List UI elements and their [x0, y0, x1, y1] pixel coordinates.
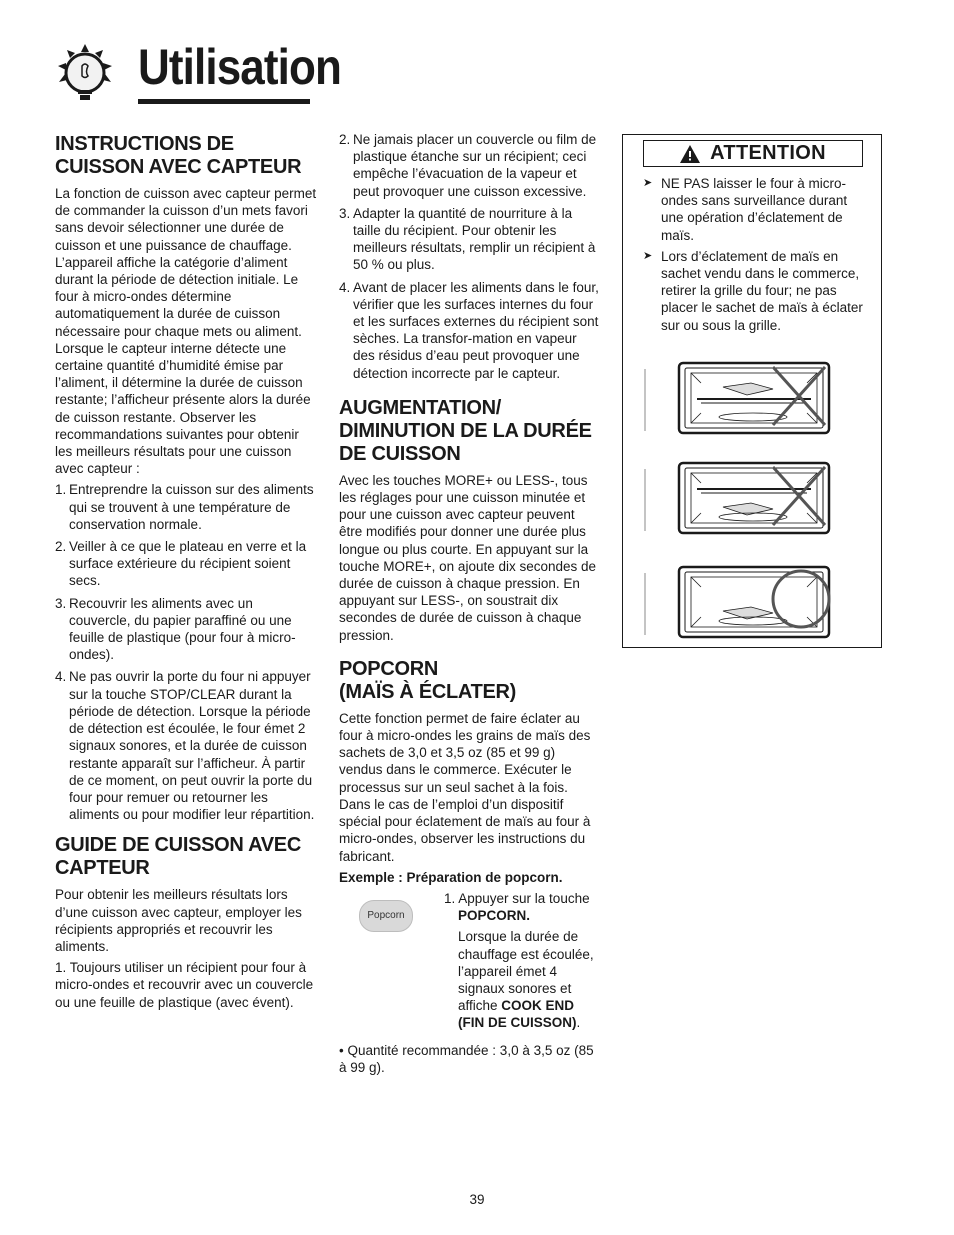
section-body-more-less: Avec les touches MORE+ ou LESS-, tous les réglages pour une cuisson minutée et pour une cuisson avec capteur peuvent être modifiés pour donner une durée plus longue ou plus courte. En appuyant sur la touche MORE+, on ajoute dix secondes de durée de cuisson à chaque pression. En appuyant sur LESS-, on soustrait dix secondes de durée de cuisson à chaque pression. — [339, 472, 597, 643]
list-item: 3. Adapter la quantité de nourriture à la taille du récipient. Pour obtenir les meilleurs résultats, remplir un récipient à 50 % ou plus. — [339, 205, 596, 273]
popcorn-key-illustration: Popcorn — [359, 900, 413, 932]
popcorn-quantity-note: • Quantité recommandée : 3,0 à 3,5 oz (85 à 99 g). — [339, 1042, 594, 1075]
title-underline — [138, 99, 310, 104]
sensor-tips-list — [55, 481, 317, 823]
section-body-sensor-guide: Pour obtenir les meilleurs résultats lors d’une cuisson avec capteur, employer les récipients appropriés et recouvrir les aliments. — [55, 887, 302, 954]
column-middle — [339, 131, 601, 1080]
attention-list — [643, 175, 873, 338]
section-title-sensor-guide: GUIDE DE CUISSON AVEC CAPTEUR — [55, 834, 301, 880]
sensor-guide-list — [339, 131, 601, 382]
section-title-sensor-cooking: INSTRUCTIONS DE CUISSON AVEC CAPTEUR — [55, 133, 302, 178]
section-title-more-less: AUGMENTATION/ DIMINUTION DE LA DURÉE DE CUISSON — [339, 396, 592, 465]
oven-bag-under-rack-incorrect-illustration — [643, 459, 833, 535]
page-title: Utilisation — [138, 39, 342, 95]
section-body-sensor-cooking: La fonction de cuisson avec capteur permet de commander la cuisson d’un mets favori sans devoir sélectionner une durée de cuisson et une puissance de chauffage. L’appareil affiche la catégorie d’aliment durant la période de détection initiale. Le four à micro-ondes détermine automatiquement la durée de cuisson nécessaire pour chaque mets ou aliment. Lorsque le capteur interne détecte une certaine quantité d’humidité émise par l’aliment, il détermine la durée de cuisson restante; l’afficheur présente alors la durée de cuisson restante. Observer les recommandations suivantes pour obtenir les meilleurs résultats pour une cuisson avec capteur : — [55, 186, 317, 477]
arrow-bullet-icon: ➤ — [643, 177, 653, 189]
list-item: ➤ Lors d’éclatement de maïs en sachet vendu dans le commerce, retirer la grille du four; ne pas placer le sachet de maïs à éclater sur ou sous la grille. — [643, 248, 863, 333]
list-item: 1. Entreprendre la cuisson sur des aliments qui se trouvent à une température de conservation normale. — [55, 482, 314, 532]
section-body-popcorn: Cette fonction permet de faire éclater au four à micro-ondes les grains de maïs des sachets de 3,0 et 3,5 oz (85 et 99 g) vendus dans le commerce. Exécuter le processus sur un seul sachet à la fois. Dans le cas de l’emploi d’un dispositif spécial pour éclatement de maïs au four à micro-ondes, observer les instructions du fabricant. — [339, 710, 591, 864]
list-item: 2. Veiller à ce que le plateau en verre et la surface extérieure du récipient soient secs. — [55, 539, 307, 589]
page-number: 39 — [469, 1192, 485, 1207]
section-title-popcorn: POPCORN (MAÏS À ÉCLATER) — [339, 657, 517, 703]
list-item: ➤ NE PAS laisser le four à micro-ondes sans surveillance durant une opération d’éclatement de maïs. — [643, 176, 848, 243]
popcorn-step-1: 1. Appuyer sur la touche POPCORN. Lorsque la durée de chauffage est écoulée, l’appareil émet 4 signaux sonores et affiche COOK END (FIN DE CUISSON). — [444, 890, 594, 1031]
arrow-bullet-icon: ➤ — [643, 249, 653, 262]
list-item: 4. Avant de placer les aliments dans le four, vérifier que les surfaces internes du four et les surfaces externes du récipient sont sèches. La transfor-mation en vapeur des résidus d’eau peut provoquer une détection incorrecte par le capteur. — [339, 279, 599, 381]
warning-triangle-icon — [680, 145, 700, 163]
popcorn-example-label: Exemple : Préparation de popcorn. — [339, 869, 563, 885]
attention-box — [622, 134, 882, 648]
attention-banner: ATTENTION — [643, 140, 863, 167]
oven-bag-on-rack-incorrect-illustration — [643, 359, 833, 435]
lightbulb-hint-icon — [56, 44, 114, 102]
popcorn-example — [339, 890, 601, 1032]
oven-bag-on-turntable-correct-illustration — [643, 563, 833, 639]
list-item: 3. Recouvrir les aliments avec un couvercle, du papier paraffiné ou une feuille de plastique (pour four à micro-ondes). — [55, 595, 296, 663]
list-item: 4. Ne pas ouvrir la porte du four ni appuyer sur la touche STOP/CLEAR durant la période de détection. Lorsque la période de détection est écoulée, le four émet 2 signaux sonores, et la durée de cuisson restante apparaît sur l’afficheur. À partir de ce moment, on peut ouvrir la porte du four pour remuer ou retourner les aliments ou pour modifier leur répartition. — [55, 669, 315, 823]
list-item: 2. Ne jamais placer un couvercle ou film de plastique étanche sur un récipient; ceci empêche l’évacuation de la vapeur et peut provoquer une cuisson excessive. — [339, 132, 597, 199]
sensor-guide-item-1: 1. Toujours utiliser un récipient pour four à micro-ondes et recouvrir avec un couvercle ou une feuille de plastique (avec évent). — [55, 960, 314, 1010]
column-left — [55, 133, 317, 1015]
